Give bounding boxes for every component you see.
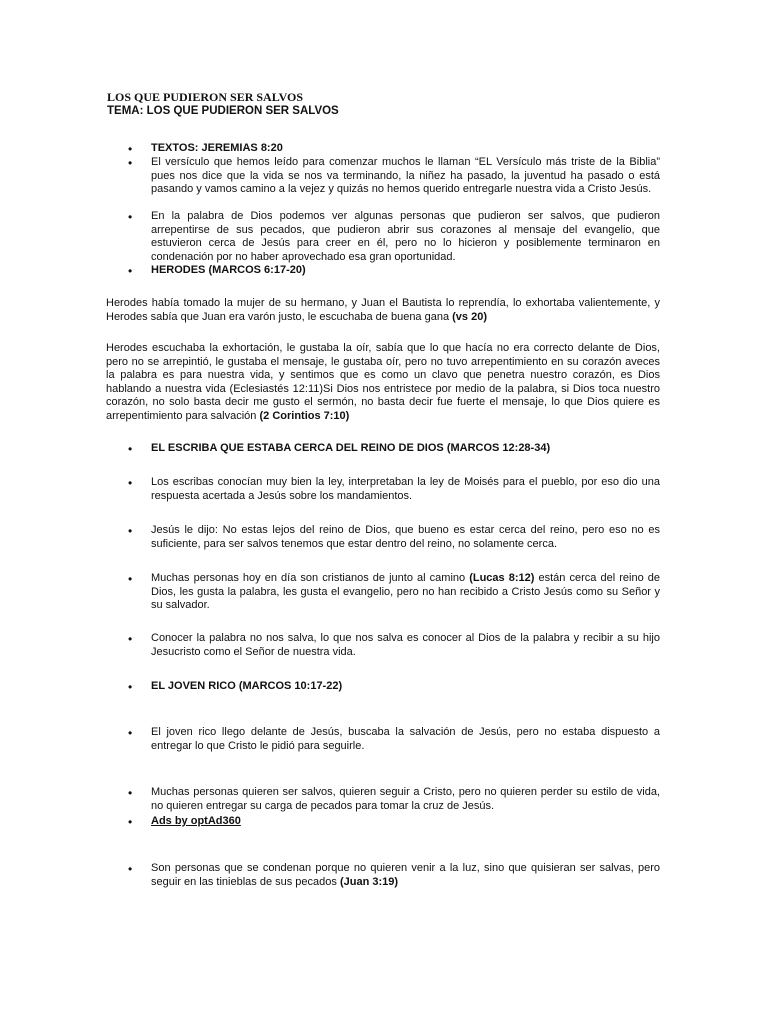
item-text: están cerca del reino de Dios, les gusta la palabra, les gusta el evangelio, pero no han recibido a Cristo Jesús como su Señor y su salvador. — [151, 572, 660, 611]
document-title: LOS QUE PUDIERON SER SALVOS — [107, 90, 304, 104]
bullet-icon: • — [128, 786, 133, 800]
list-item-escribas-ley: Los escribas conocían muy bien la ley, interpretaban la ley de Moisés para el pueblo, por eso dio una respuesta acertada a Jesús sobre los mandamientos. — [151, 476, 660, 502]
bullet-icon: • — [128, 632, 133, 646]
list-item-quieren-salvos: Muchas personas quieren ser salvos, quieren seguir a Cristo, pero no quieren perder su estilo de vida, no quieren entregar su carga de pecados para tomar la cruz de Jesús. — [151, 786, 660, 812]
bullet-icon: • — [128, 524, 133, 538]
list-item-ad — [151, 815, 660, 829]
list-item-personas: En la palabra de Dios podemos ver algunas personas que pudieron ser salvos, que pudieron arrepentirse de sus pecados, que pudieron abrir sus corazones al mensaje del evangelio, que estuvieron cerca de Jesús para creer en él, pero no lo hicieron y posiblemente terminaron en condenación por no haber aprovechado esa gran oportunidad. — [151, 210, 660, 263]
textos-heading: TEXTOS: JEREMIAS 8:20 — [151, 142, 283, 154]
list-item-condenan — [151, 862, 660, 889]
ads-link[interactable]: Ads by optAd360 — [151, 815, 241, 827]
list-item-jesus-dijo: Jesús le dijo: No estas lejos del reino de Dios, que bueno es estar cerca del reino, pero eso no es suficiente, para ser salvos tenemos que estar dentro del reino, no solamente cerca. — [151, 524, 660, 550]
list-item-herodes — [151, 264, 660, 278]
list-item-joven-rico — [151, 680, 660, 694]
list-item-joven-llego: El joven rico llego delante de Jesús, buscaba la salvación de Jesús, pero no estaba dispuesto a entregar lo que Cristo le pidió para seguirle. — [151, 726, 660, 752]
list-item-escriba — [151, 442, 660, 456]
bullet-icon: • — [128, 815, 133, 829]
list-item-conocer-palabra: Conocer la palabra no nos salva, lo que nos salva es conocer al Dios de la palabra y recibir a su hijo Jesucristo como el Señor de nuestra vida. — [151, 632, 660, 658]
paragraph-herodes-1 — [106, 297, 660, 324]
document-theme: TEMA: LOS QUE PUDIERON SER SALVOS — [107, 105, 339, 117]
bullet-icon: • — [128, 156, 133, 170]
verse-reference: (vs 20) — [452, 310, 487, 323]
list-item-cristianos-camino — [151, 572, 660, 613]
list-item-versiculo: El versículo que hemos leído para comenzar muchos le llaman “EL Versículo más triste de la Biblia” pues nos dice que la vida se nos va terminando, la niñez ha pasado, la juventud ha pasado o está pasando y vamos camino a la vejez y quizás no hemos querido entregarle nuestra vida a Cristo Jesús. — [151, 156, 660, 195]
paragraph-text: Herodes escuchaba la exhortación, le gustaba la oír, sabía que lo que hacía no era correcto delante de Dios, pero no se arrepintió, le gustaba el mensaje, le gustaba oír, pero no tuvo arrepentimiento en su corazón aveces la palabra es para nuestra vida, y sentimos que es como un clavo que penetra nuestro corazón, es Dios hablando a nuestra vida (Eclesiastés 12:11)Si Dios nos entristece por medio de la palabra, si Dios toca nuestro corazón, no solo basta decir me gusto el sermón, no basta decir fue fuerte el mensaje, lo que Dios quiere es arrepentimiento para salvación — [106, 342, 660, 422]
list-item-textos — [151, 142, 660, 156]
verse-reference: (2 Corintios 7:10) — [259, 409, 350, 422]
item-text: Son personas que se condenan porque no quieren venir a la luz, sino que quisieran ser salvas, pero seguir en las tinieblas de sus pecados — [151, 862, 660, 888]
bullet-icon: • — [128, 142, 133, 156]
bullet-icon: • — [128, 476, 133, 490]
bullet-icon: • — [128, 726, 133, 740]
bullet-icon: • — [128, 210, 133, 224]
escriba-heading: EL ESCRIBA QUE ESTABA CERCA DEL REINO DE DIOS (MARCOS 12:28-34) — [151, 442, 551, 454]
bullet-icon: • — [128, 572, 133, 586]
herodes-heading: HERODES (MARCOS 6:17-20) — [151, 264, 306, 276]
paragraph-text: Herodes había tomado la mujer de su hermano, y Juan el Bautista lo reprendía, lo exhortaba valientemente, y Herodes sabía que Juan era varón justo, le escuchaba de buena gana — [106, 297, 660, 323]
paragraph-herodes-2 — [106, 342, 660, 423]
bullet-icon: • — [128, 862, 133, 876]
verse-reference: (Juan 3:19) — [339, 875, 399, 888]
verse-reference: (Lucas 8:12) — [469, 572, 535, 584]
bullet-icon: • — [128, 442, 133, 456]
joven-heading: EL JOVEN RICO (MARCOS 10:17-22) — [151, 680, 343, 692]
bullet-icon: • — [128, 680, 133, 694]
item-text: Muchas personas hoy en día son cristianos de junto al camino — [151, 572, 470, 584]
bullet-icon: • — [128, 264, 133, 278]
